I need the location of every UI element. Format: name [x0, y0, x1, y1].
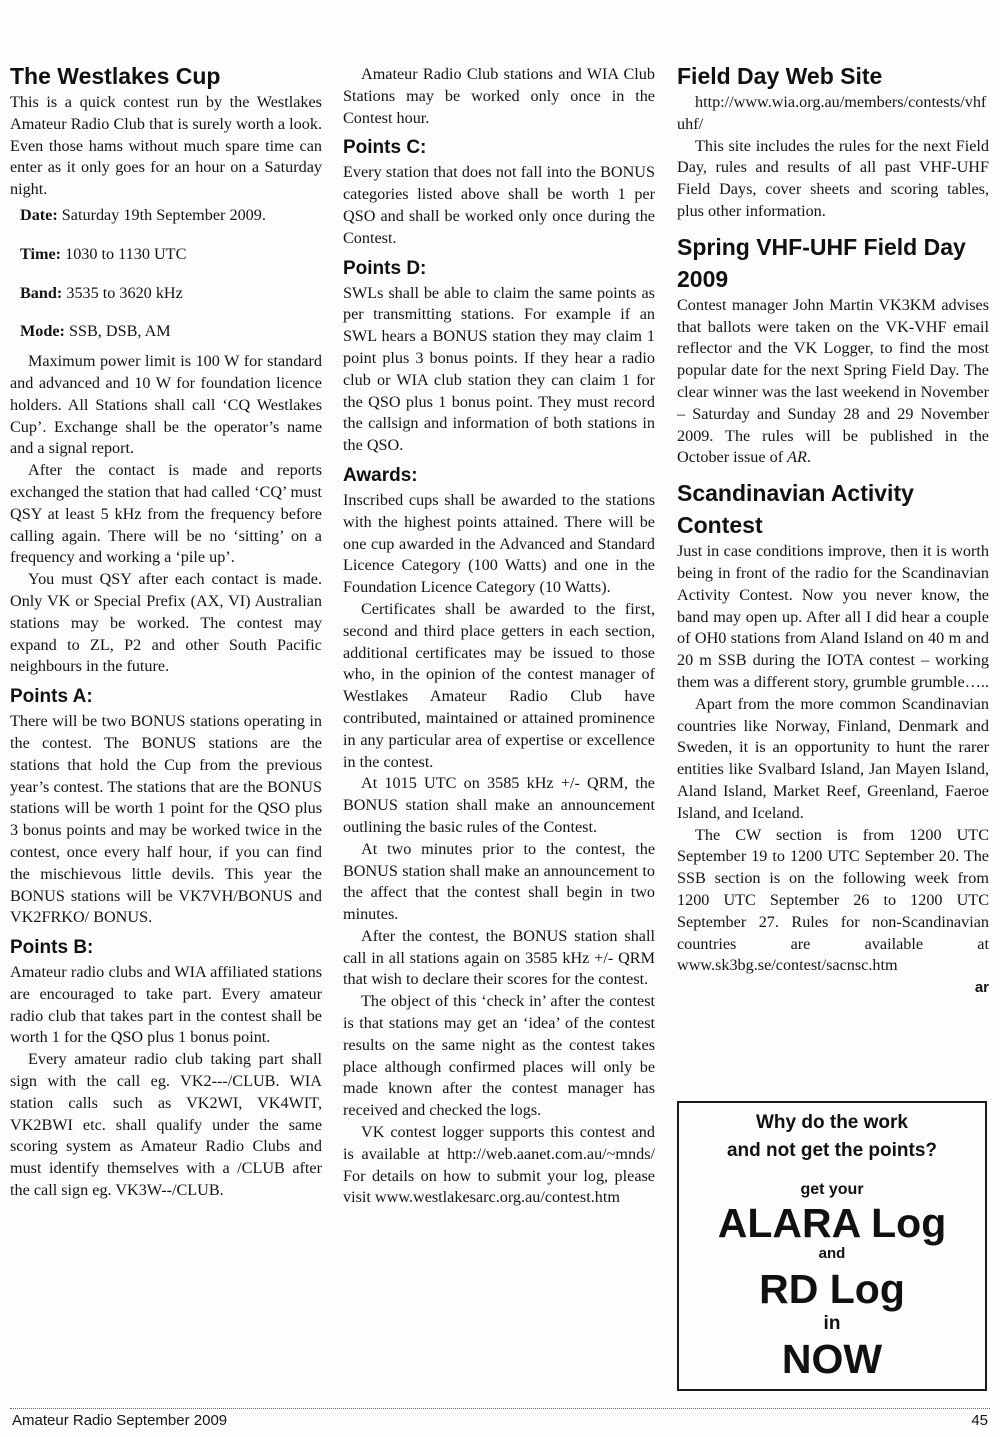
page-number: 45 — [971, 1412, 988, 1429]
footer-divider — [10, 1408, 990, 1409]
scandinavian-paragraph-1: Just in case conditions improve, then it is worth being in front of the radio for the Scandinavian Activity Contest. Now you never know, the band may open up. After all I did hear a couple of OH0 stations from Aland Island on 40 m and 20 m SSB during the IOTA contest – working them was a different story, grumble grumble….. — [677, 542, 989, 691]
end-mark: ar — [974, 979, 989, 997]
column-1 — [10, 60, 322, 1202]
field-day-url: http://www.wia.org.au/members/contests/vhfuhf/ — [677, 93, 987, 133]
awards-paragraph-1: Inscribed cups shall be awarded to the stations with the highest points attained. There will be one cup awarded in the Advanced and Standard Licence Category (100 Watts) and one in the Foundation Licence Category (10 Watts). — [343, 490, 655, 597]
footer-publication: Amateur Radio September 2009 — [12, 1412, 228, 1429]
awards-heading: Awards: — [343, 464, 418, 486]
awards-paragraph-2: Certificates shall be awarded to the first, second and third place getters in each section, additional certificates may be issued to those who, in the opinion of the contest manager of Westlakes Amateur Radio Club have contributed, maintained or attained prominence in any particular area of expertise or excellence in the contest. — [343, 599, 655, 771]
points-d-paragraph: SWLs shall be able to claim the same points as per transmitting stations. For example if an SWL hears a BONUS station they may claim 1 point plus 3 bonus points. If they hear a radio club or WIA club station they can claim 1 for the QSO plus 1 bonus point. They must record the callsign and information of both stations in the QSO. — [343, 283, 655, 455]
spring-text-b: . — [806, 448, 811, 467]
column-2 — [343, 64, 655, 1209]
points-a-paragraph: There will be two BONUS stations operating in the contest. The BONUS stations are the stations that hold the Cup from the previous year’s contest. The stations that are the BONUS stations will be worth 1 point for the QSO plus 3 bonus points and may be worked twice in the contest, once every half hour, if you can find the mischievous little devils. This year the BONUS stations will be VK7VH/BONUS and VK2FRKO/ BONUS. — [10, 712, 322, 927]
points-b-paragraph-2: Every amateur radio club taking part shall sign with the call eg. VK2---/CLUB. WIA station calls such as VK2WI, VK4WIT, VK2BWI etc. shall qualify under the same scoring system as Amateur Radio Clubs and must identify themselves with a /CLUB after the call sign eg. VK3W--/CLUB. — [10, 1050, 322, 1200]
awards-paragraph-7: VK contest logger supports this contest and is available at http://web.aanet.com.au/~mnds/ For details on how to submit your log, please visit www.westlakesarc.org.au/contest.htm — [343, 1123, 655, 1207]
advert-alara-log: ALARA Log — [717, 1200, 947, 1246]
mode-value: SSB, DSB, AM — [64, 322, 171, 341]
advert-rd-log: RD Log — [759, 1266, 905, 1312]
date-label: Date: — [20, 205, 58, 224]
advert-line-3: get your — [800, 1181, 864, 1198]
field-day-web-site-heading: Field Day Web Site — [677, 63, 883, 89]
spring-text-a: Contest manager John Martin VK3KM advises that ballots were taken on the VK-VHF email reflector and the VK Logger, to find the most popular date for the next Spring Field Day. The clear winner was the last weekend in November – Saturday and Sunday 28 and 29 November 2009. The rules will be published in the October issue of — [677, 295, 989, 467]
awards-paragraph-4: At two minutes prior to the contest, the BONUS station shall make an announcement to the affect that the contest shall begin in two minutes. — [343, 839, 655, 924]
date-value: Saturday 19th September 2009. — [57, 205, 266, 224]
points-d-heading: Points D: — [343, 257, 427, 279]
awards-paragraph-6: The object of this ‘check in’ after the contest is that stations may get an ‘idea’ of the contest results on the same night as the contest takes place although confirmed places will only be made known after the contest manager has received and checked the logs. — [343, 992, 655, 1120]
band-field — [20, 283, 322, 305]
time-label: Time: — [20, 244, 62, 263]
band-value: 3535 to 3620 kHz — [62, 283, 183, 302]
advert-now: NOW — [781, 1336, 883, 1382]
advert-in: in — [823, 1313, 841, 1334]
scandinavian-contest-heading: Scandinavian Activity Contest — [677, 480, 914, 539]
advert-line-2: and not get the points? — [726, 1140, 938, 1161]
field-day-paragraph: This site includes the rules for the next Field Day, rules and results of all past VHF-UHF Field Days, cover sheets and scoring tables, plus other information. — [677, 136, 989, 220]
spring-field-day-paragraph — [677, 295, 989, 469]
points-a-heading: Points A: — [10, 686, 93, 708]
time-field — [20, 244, 322, 266]
intro-paragraph: This is a quick contest run by the Westlakes Amateur Radio Club that is surely worth a look. Even those hams without much spare time can enter as it only goes for an hour on a Saturday night. — [10, 93, 322, 199]
advert-line-1: Why do the work — [756, 1112, 908, 1133]
power-paragraph: Maximum power limit is 100 W for standard and advanced and 10 W for foundation licence holders. All Stations shall call ‘CQ Westlakes Cup’. Exchange shall be the operator’s name and a signal report. — [10, 352, 322, 458]
date-field — [20, 205, 322, 227]
column-3 — [677, 60, 989, 997]
points-c-heading: Points C: — [343, 137, 427, 159]
points-b-heading: Points B: — [10, 937, 94, 959]
advert-and: and — [818, 1245, 846, 1262]
spring-text-ar: AR — [787, 448, 807, 467]
awards-paragraph-5: After the contest, the BONUS station shall call in all stations again on 3585 kHz +/- QRM that wish to declare their scores for the contest. — [343, 926, 655, 989]
qsy-paragraph: After the contact is made and reports exchanged the station that had called ‘CQ’ must QSY at least 5 kHz from the frequency before calling again. There will be no ‘sitting’ on a frequency and working a ‘pile up’. — [10, 461, 322, 567]
alara-log-advert — [677, 1101, 987, 1391]
mode-label: Mode: — [20, 322, 65, 341]
westlakes-cup-heading: The Westlakes Cup — [10, 63, 221, 89]
scandinavian-paragraph-2: Apart from the more common Scandinavian countries like Norway, Finland, Denmark and Sweden, it is an opportunity to hunt the rarer entities like Svalbard Island, Jan Mayen Island, Aland Island, Market Reef, Greenland, Faeroe Island, and Iceland. — [677, 694, 989, 822]
awards-paragraph-3: At 1015 UTC on 3585 kHz +/- QRM, the BONUS station shall make an announcement outlining the basic rules of the Contest. — [343, 774, 655, 836]
stations-paragraph: You must QSY after each contact is made. Only VK or Special Prefix (AX, VI) Australian stations may be worked. The contest may expand to ZL, P2 and other South Pacific neighbours in the future. — [10, 570, 322, 676]
points-c-paragraph: Every station that does not fall into the BONUS categories listed above shall be worth 1 per QSO and shall be worked only once during the Contest. — [343, 163, 655, 247]
club-stations-paragraph: Amateur Radio Club stations and WIA Club Stations may be worked only once in the Contest hour. — [343, 65, 655, 127]
points-b-paragraph-1: Amateur radio clubs and WIA affiliated stations are encouraged to take part. Every amateur radio club that takes part in the contest shall be worth 1 for the QSO plus 1 bonus point. — [10, 963, 322, 1047]
mode-field — [20, 321, 322, 343]
time-value: 1030 to 1130 UTC — [61, 244, 187, 263]
spring-field-day-heading: Spring VHF-UHF Field Day 2009 — [677, 233, 966, 292]
scandinavian-paragraph-3: The CW section is from 1200 UTC September 19 to 1200 UTC September 20. The SSB section is on the following week from 1200 UTC September 26 to 1200 UTC September 27. Rules for non-Scandinavian countries are available at www.sk3bg.se/contest/sacnsc.htm — [677, 825, 989, 975]
band-label: Band: — [20, 283, 63, 302]
